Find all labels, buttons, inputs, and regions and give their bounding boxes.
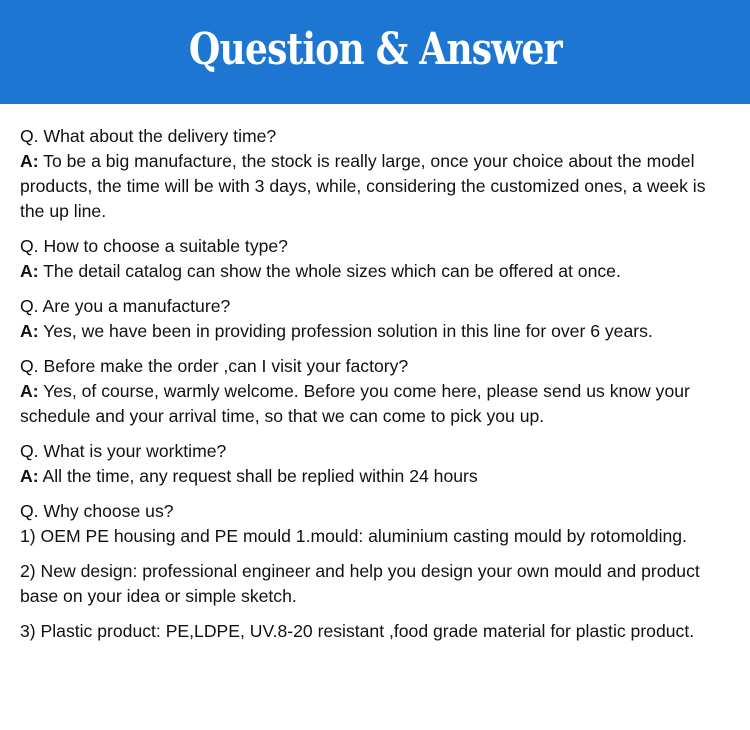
answer-prefix: A: <box>20 466 39 486</box>
question-text: Q. Why choose us? <box>20 501 174 521</box>
faq-item <box>20 234 730 284</box>
faq-content <box>0 104 750 644</box>
answer-text <box>20 379 730 429</box>
faq-item-why-choose <box>20 499 730 644</box>
answer-prefix: A: <box>20 261 39 281</box>
answer-body: The detail catalog can show the whole sizes which can be offered at once. <box>43 261 621 281</box>
answer-prefix: A: <box>20 321 39 341</box>
answer-text <box>20 319 730 344</box>
answer-text <box>20 259 730 284</box>
answer-prefix: A: <box>20 151 39 171</box>
answer-text <box>20 464 730 489</box>
question-text: Q. What is your worktime? <box>20 441 227 461</box>
reason-point: 2) New design: professional engineer and help you design your own mould and product base on your idea or simple sketch. <box>20 561 700 606</box>
answer-prefix: A: <box>20 381 39 401</box>
answer-body: Yes, we have been in providing profession solution in this line for over 6 years. <box>43 321 653 341</box>
faq-item <box>20 439 730 489</box>
reason-point: 1) OEM PE housing and PE mould 1.mould: aluminium casting mould by rotomolding. <box>20 526 687 546</box>
question-text: Q. What about the delivery time? <box>20 126 277 146</box>
answer-text <box>20 149 730 224</box>
question-text: Q. Are you a manufacture? <box>20 296 231 316</box>
answer-body: Yes, of course, warmly welcome. Before you come here, please send us know your schedule and your arrival time, so that we can come to pick you up. <box>20 381 690 426</box>
header-banner <box>0 0 750 104</box>
faq-item <box>20 294 730 344</box>
page-title: Question & Answer <box>188 23 562 75</box>
answer-body: All the time, any request shall be replied within 24 hours <box>42 466 478 486</box>
reason-point: 3) Plastic product: PE,LDPE, UV.8-20 resistant ,food grade material for plastic product. <box>20 621 695 641</box>
answer-body: To be a big manufacture, the stock is really large, once your choice about the model products, the time will be with 3 days, while, considering the customized ones, a week is the up line. <box>20 151 706 221</box>
question-text: Q. How to choose a suitable type? <box>20 236 288 256</box>
faq-item <box>20 124 730 224</box>
faq-item <box>20 354 730 429</box>
question-text: Q. Before make the order ,can I visit your factory? <box>20 356 409 376</box>
